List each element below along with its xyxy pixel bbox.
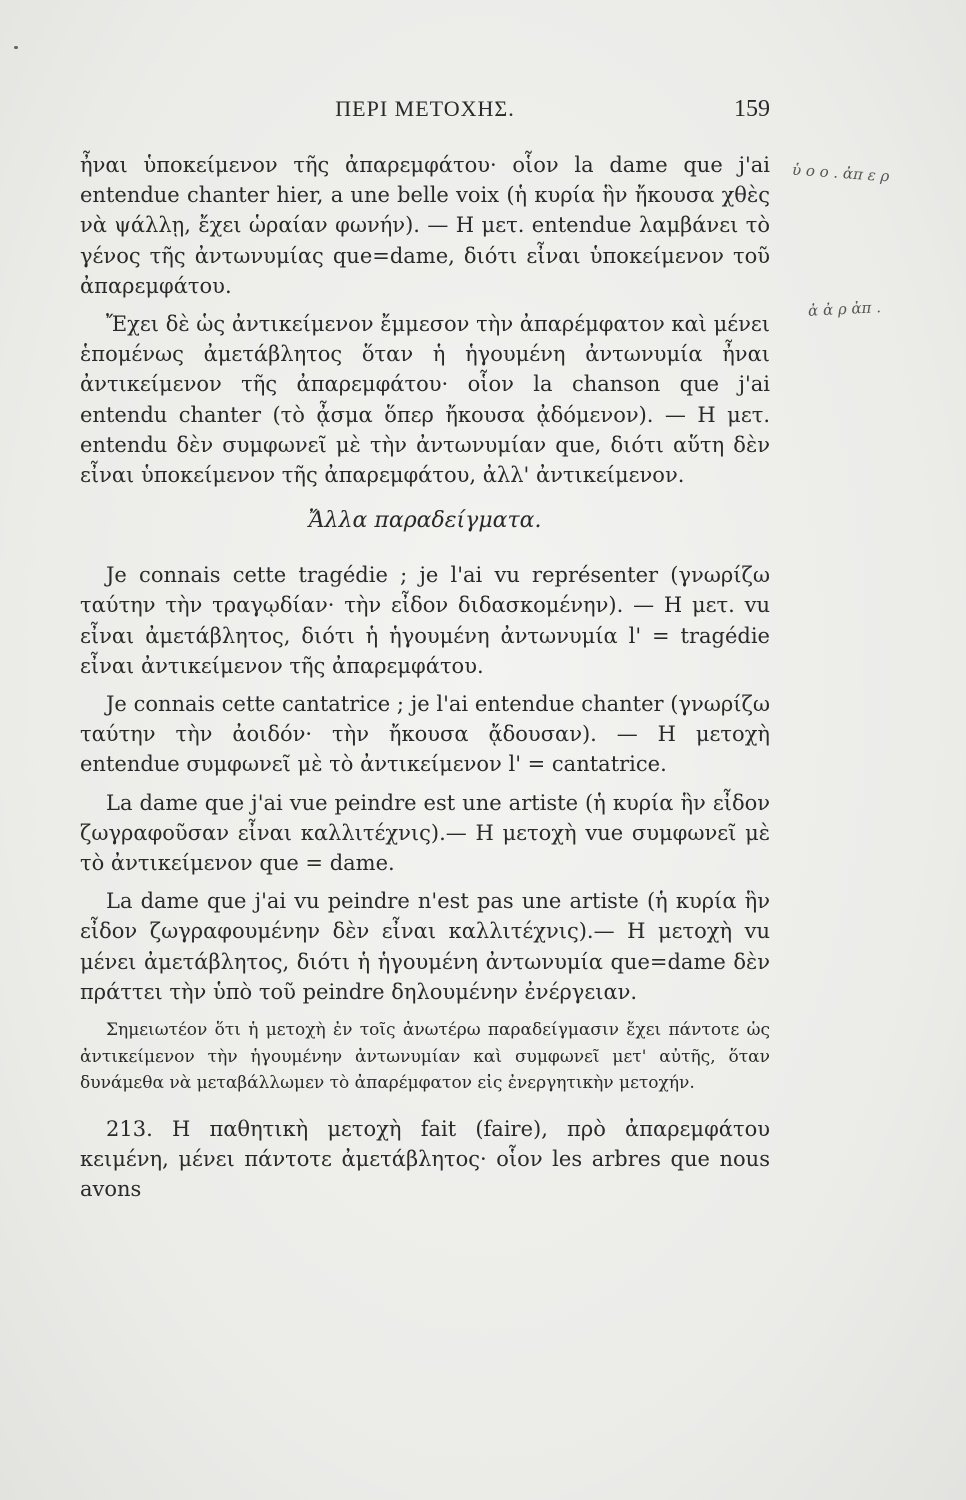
numbered-section: 213. Η παθητικὴ μετοχὴ fait (faire), πρὸ ἀπαρεμφάτου κειμένη, μένει πάντοτε ἀμετάβλητος· οἷον les arbres que nous avons <box>80 1116 770 1201</box>
example-paragraph: Je connais cette cantatrice ; je l'ai entendue chanter (γνωρίζω ταύτην τὴν ἀοιδόν· τὴν ἤκουσα ᾄδουσαν). — Η μετοχὴ entendue συμφωνεῖ μὲ τὸ ἀντικείμενον l' = cantatrice. <box>80 692 770 777</box>
page-number: 159 <box>734 96 770 122</box>
section-subheading: Ἄλλα παραδείγματα. <box>308 508 542 534</box>
handwritten-margin-note: ὑ ο ο . ἀπ ε ρ <box>791 160 890 186</box>
running-title: ΠΕΡΙ ΜΕΤΟΧΗΣ. <box>335 96 515 121</box>
page-header <box>80 96 770 136</box>
body-text <box>80 150 770 1204</box>
scan-speck <box>14 46 18 49</box>
example-paragraph: La dame que j'ai vu peindre n'est pas une artiste (ἡ κυρία ἣν εἶδον ζωγραφουμένην δὲν εἶναι καλλιτέχνις).— Η μετοχὴ vu μένει ἀμετάβλητος, διότι ἡ ἡγουμένη ἀντωνυμία que=dame δὲν πράττει τὴν ὑπὸ τοῦ peindre δηλουμένην ἐνέργειαν. <box>80 889 770 1004</box>
handwritten-margin-note: ἀ ἀ ρ ἀπ . <box>807 298 882 320</box>
paragraph: ἦναι ὑποκείμενον τῆς ἀπαρεμφάτου· οἷον la dame que j'ai entendue chanter hier, a une belle voix (ἡ κυρία ἣν ἤκουσα χθὲς νὰ ψάλλῃ, ἔχει ὡραίαν φωνήν). — Η μετ. entendue λαμβάνει τὸ γένος τῆς ἀντωνυμίας que=dame, διότι εἶναι ὑποκείμενον τοῦ ἀπαρεμφάτου. <box>80 153 770 298</box>
footnote-remark: Σημειωτέον ὅτι ἡ μετοχὴ ἐν τοῖς ἀνωτέρω παραδείγμασιν ἔχει πάντοτε ὡς ἀντικείμενον τὴν ἡγουμένην ἀντωνυμίαν καὶ συμφωνεῖ μετ' αὐτῆς, ὅταν δυνάμεθα νὰ μεταβάλλωμεν τὸ ἀπαρέμφατον εἰς ἐνεργητικὴν μετοχήν. <box>80 1020 770 1094</box>
example-paragraph: La dame que j'ai vue peindre est une artiste (ἡ κυρία ἣν εἶδον ζωγραφοῦσαν εἶναι καλλιτέχνις).— Η μετοχὴ vue συμφωνεῖ μὲ τὸ ἀντικείμενον que = dame. <box>80 790 770 876</box>
example-paragraph: Je connais cette tragédie ; je l'ai vu représenter (γνωρίζω ταύτην τὴν τραγῳδίαν· τὴν εἶδον διδασκομένην). — Η μετ. vu εἶναι ἀμετάβλητος, διότι ἡ ἡγουμένη ἀντωνυμία l' = tragédie εἶναι ἀντικείμενον τῆς ἀπαρεμφάτου. <box>80 563 770 678</box>
paragraph: Ἔχει δὲ ὡς ἀντικείμενον ἔμμεσον τὴν ἀπαρέμφατον καὶ μένει ἑπομένως ἀμετάβλητος ὅταν ἡ ἡγουμένη ἀντωνυμία ἦναι ἀντικείμενον τῆς ἀπαρεμφάτου· οἷον la chanson que j'ai entendu chanter (τὸ ᾆσμα ὅπερ ἤκουσα ᾀδόμενον). — Η μετ. entendu δὲν συμφωνεῖ μὲ τὴν ἀντωνυμίαν que, διότι αὕτη δὲν εἶναι ὑποκείμενον τῆς ἀπαρεμφάτου, ἀλλ' ἀντικείμενον. <box>80 312 771 488</box>
